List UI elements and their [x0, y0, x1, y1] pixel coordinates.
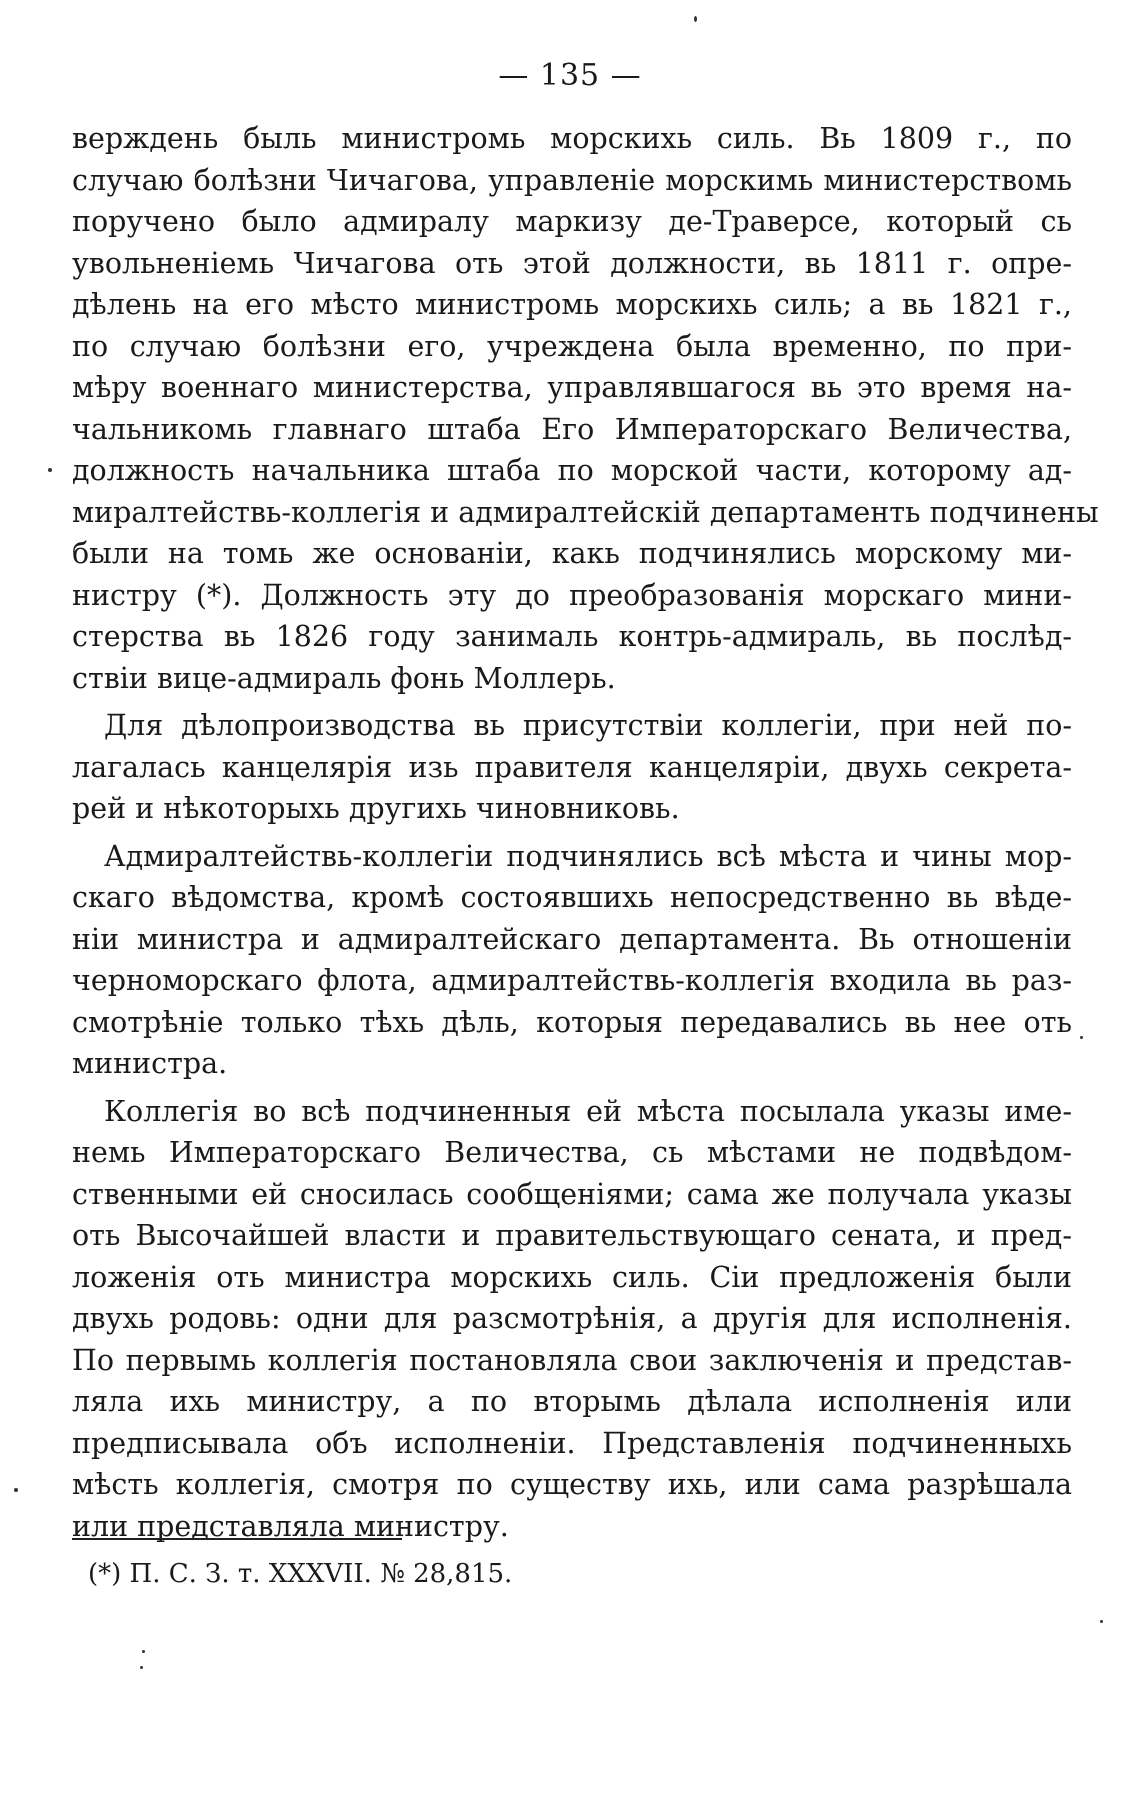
- text-line: предписывала объ исполненіи. Представленія подчиненныхь: [72, 1426, 1072, 1460]
- text-line: лагалась канцелярія изь правителя канцеляріи, двухь секрета-: [72, 750, 1072, 784]
- scan-speck: [1100, 1620, 1103, 1623]
- text-line: ніи министра и адмиралтейскаго департамента. Вь отношеніи: [72, 922, 1072, 956]
- scan-speck: [694, 16, 697, 22]
- text-line: миралтействь-коллегія и адмиралтейскій департаменть подчинены: [72, 495, 1099, 529]
- text-line: оть Высочайшей власти и правительствующаго сената, и пред-: [72, 1219, 1072, 1252]
- text-line: должность начальника штаба по морской части, которому ад-: [72, 454, 1072, 487]
- page-number: — 135 —: [498, 58, 642, 93]
- text-line: или представляла министру.: [72, 1509, 509, 1543]
- paragraph-2: [72, 705, 1072, 830]
- text-line: мѣсть коллегія, смотря по существу ихь, или сама разрѣшала: [72, 1468, 1072, 1501]
- text-line: чальникомь главнаго штаба Его Императорскаго Величества,: [72, 412, 1072, 446]
- text-line: по случаю болѣзни его, учреждена была временно, по при-: [72, 329, 1072, 363]
- scan-speck: [48, 468, 52, 472]
- text-line: ственными ей сносилась сообщеніями; сама же получала указы: [72, 1177, 1072, 1211]
- text-line: поручено было адмиралу маркизу де-Траверсе, который сь: [72, 205, 1072, 238]
- footnote: (*) П. С. З. т. XXXVII. № 28,815.: [88, 1559, 513, 1589]
- text-line: нистру (*). Должность эту до преобразованія морскаго мини-: [72, 578, 1072, 612]
- text-line: министра.: [72, 1047, 228, 1080]
- scan-speck: [140, 1666, 143, 1669]
- text-line: случаю болѣзни Чичагова, управленіе морскимь министерствомь: [72, 163, 1072, 197]
- footnote-divider: [72, 1538, 402, 1540]
- text-line: рей и нѣкоторыхь другихь чиновниковь.: [72, 792, 680, 825]
- scan-speck: [14, 1488, 18, 1492]
- text-line: ложенія оть министра морскихь силь. Сіи предложенія были: [72, 1260, 1072, 1294]
- text-line: По первымь коллегія постановляла свои заключенія и представ-: [72, 1343, 1072, 1377]
- text-line: смотрѣніе только тѣхь дѣль, которыя передавались вь нее оть: [72, 1005, 1072, 1039]
- text-line: немь Императорскаго Величества, сь мѣстами не подвѣдом-: [72, 1136, 1072, 1169]
- paragraph-4: [72, 1091, 1072, 1548]
- text-line: увольненіемь Чичагова оть этой должности, вь 1811 г. опре-: [72, 246, 1072, 280]
- text-line: ствіи вице-адмираль фонь Моллерь.: [72, 661, 616, 695]
- paragraph-1: [72, 118, 1099, 699]
- text-line: верждень быль министромь морскихь силь. Вь 1809 г., по: [72, 122, 1072, 155]
- scan-speck: [142, 1650, 145, 1653]
- text-line: черноморскаго флота, адмиралтействь-коллегія входила вь раз-: [72, 964, 1072, 997]
- scan-speck: [1080, 1036, 1083, 1039]
- text-line: стерства вь 1826 году занималь контрь-адмираль, вь послѣд-: [72, 620, 1072, 653]
- text-line: скаго вѣдомства, кромѣ состоявшихь непосредственно вь вѣде-: [72, 881, 1072, 914]
- text-line: Адмиралтействь-коллегіи подчинялись всѣ мѣста и чины мор-: [104, 839, 1072, 873]
- paragraph-3: [72, 836, 1072, 1085]
- text-line: ляла ихь министру, а по вторымь дѣлала исполненія или: [72, 1385, 1072, 1418]
- text-line: мѣру военнаго министерства, управлявшагося вь это время на-: [72, 371, 1072, 404]
- text-line: были на томь же основаніи, какь подчинялись морскому ми-: [72, 537, 1072, 570]
- text-line: дѣлень на его мѣсто министромь морскихь силь; а вь 1821 г.,: [72, 288, 1072, 321]
- main-text: [72, 118, 1099, 1547]
- text-line: Коллегія во всѣ подчиненныя ей мѣста посылала указы име-: [104, 1094, 1072, 1128]
- text-line: Для дѣлопроизводства вь присутствіи коллегіи, при ней по-: [104, 709, 1072, 742]
- text-line: двухь родовь: одни для разсмотрѣнія, а другія для исполненія.: [72, 1302, 1072, 1335]
